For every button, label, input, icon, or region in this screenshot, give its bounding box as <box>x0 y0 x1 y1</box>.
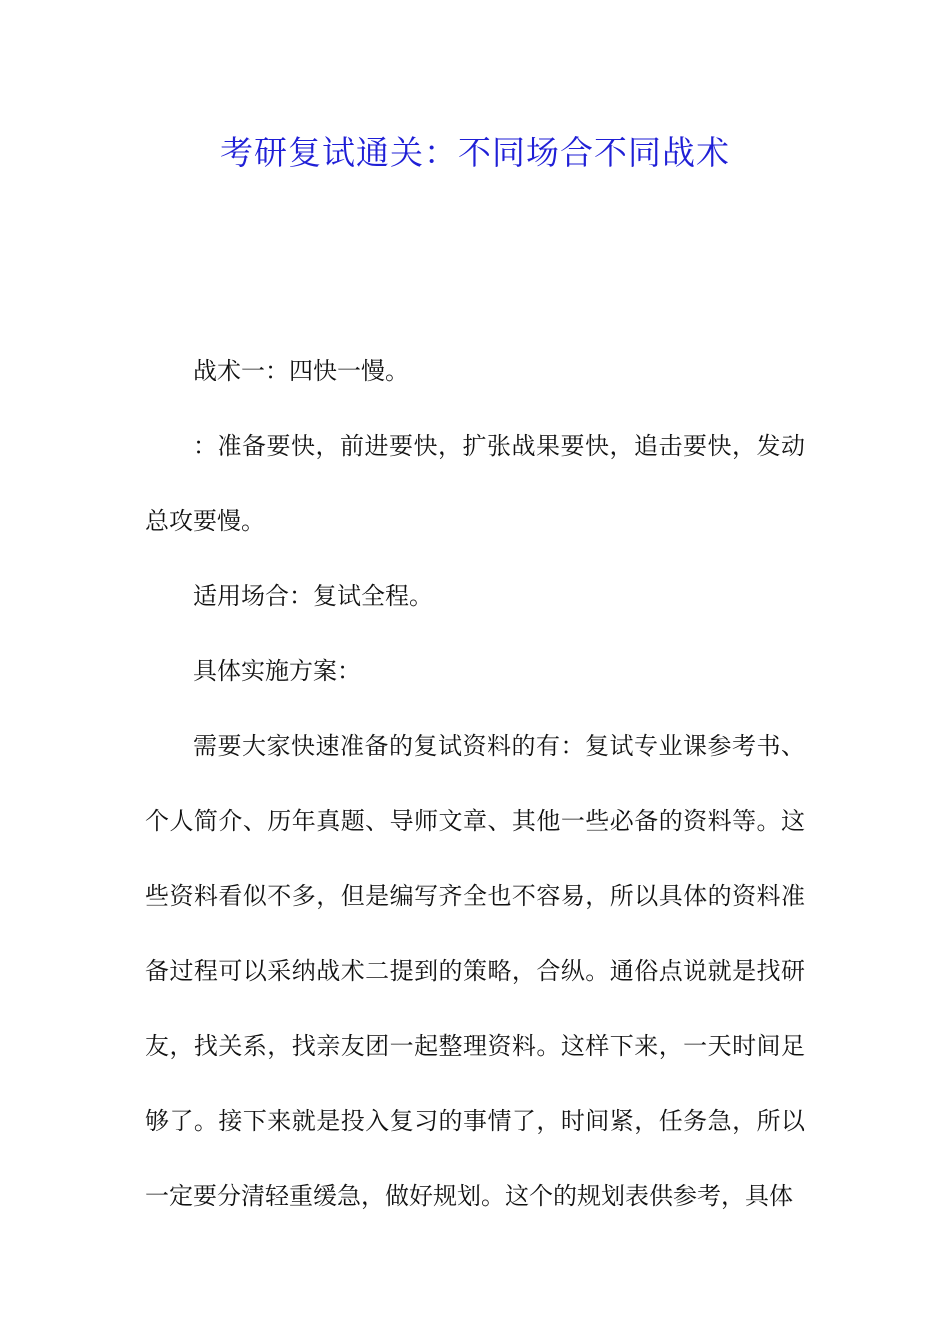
document-body <box>145 334 805 1234</box>
paragraph-tactic-one: 战术一：四快一慢。 <box>193 357 409 385</box>
paragraph-tactic-description: ：准备要快，前进要快，扩张战果要快，追击要快，发动总攻要慢。 <box>145 432 805 535</box>
paragraph-implementation-details: 需要大家快速准备的复试资料的有：复试专业课参考书、个人简介、历年真题、导师文章、其他一些必备的资料等。这些资料看似不多，但是编写齐全也不容易，所以具体的资料准备过程可以采纳战术二提到的策略，合纵。通俗点说就是找研友，找关系，找亲友团一起整理资料。这样下来，一天时间足够了。接下来就是投入复习的事情了，时间紧，任务急，所以一定要分清轻重缓急，做好规划。这个的规划表供参考，具体 <box>145 732 805 1210</box>
document-title: 考研复试通关：不同场合不同战术 <box>220 133 730 172</box>
paragraph-applicable-occasion: 适用场合：复试全程。 <box>193 582 433 610</box>
paragraph-implementation-heading: 具体实施方案： <box>193 657 361 685</box>
